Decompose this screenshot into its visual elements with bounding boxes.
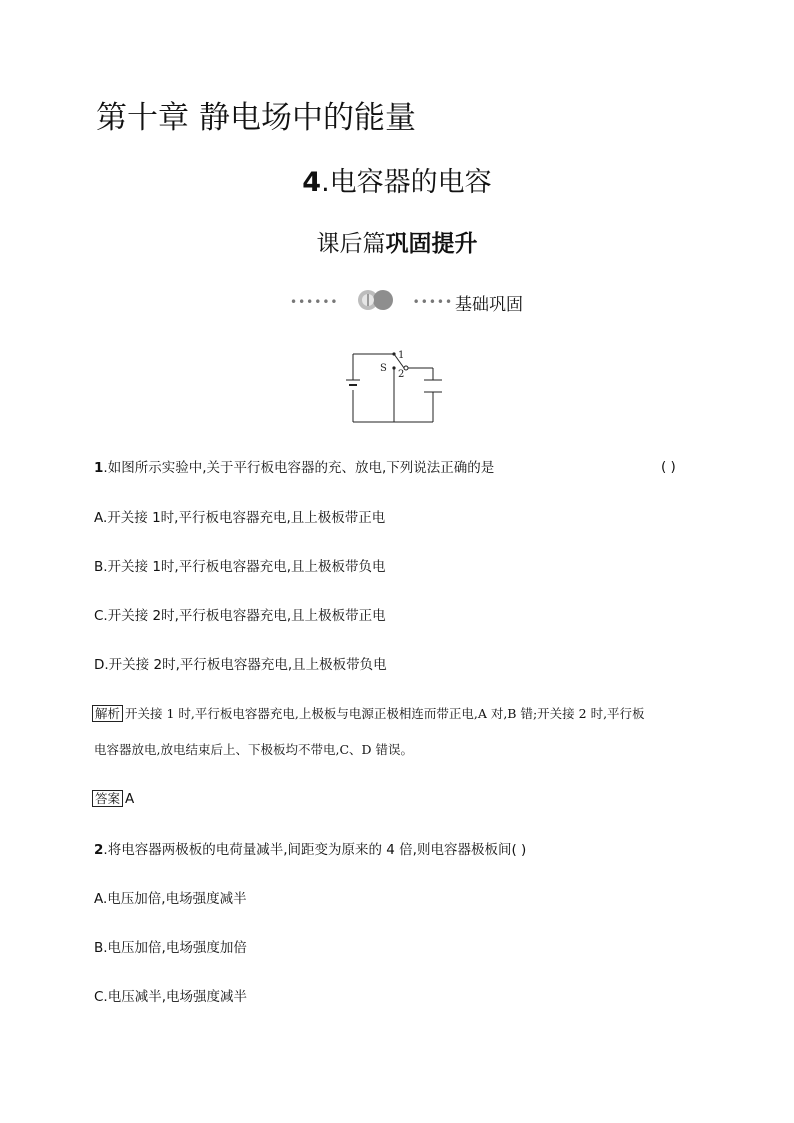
- question-2-option-c: C.电压减半,电场强度减半: [94, 989, 248, 1005]
- section-heading: [0, 229, 794, 259]
- chapter-number: 第十章: [96, 100, 189, 136]
- terminal-2-dot: [392, 366, 395, 369]
- question-1-option-b: B.开关接 1时,平行板电容器充电,且上极板带负电: [94, 559, 386, 575]
- question-1-answer: [92, 790, 134, 808]
- question-1-analysis-line2: 电容器放电,放电结束后上、下极板均不带电,C、D 错误。: [94, 742, 414, 757]
- level-dots-left: ••••••: [290, 295, 339, 309]
- question-2-option-a: A.电压加倍,电场强度减半: [94, 891, 247, 907]
- lesson-title-text: .电容器的电容: [321, 167, 492, 198]
- question-2-text: .将电容器两极板的电荷量减半,间距变为原来的 4 倍,则电容器极板间( ): [103, 842, 527, 858]
- level-dots-right: •••••: [412, 295, 454, 309]
- switch-label: S: [380, 363, 387, 374]
- terminal-2-label: 2: [398, 369, 405, 380]
- section-plain: 课后篇: [316, 231, 386, 257]
- question-2-option-b: B.电压加倍,电场强度加倍: [94, 940, 247, 956]
- question-1-option-c: C.开关接 2时,平行板电容器充电,且上极板带正电: [94, 608, 386, 624]
- terminal-1-label: 1: [398, 350, 405, 361]
- question-1-option-a: A.开关接 1时,平行板电容器充电,且上极板带正电: [94, 510, 386, 526]
- answer-value: A: [125, 791, 135, 807]
- question-1-option-d: D.开关接 2时,平行板电容器充电,且上极板带负电: [94, 657, 387, 673]
- question-2-stem: [94, 841, 526, 859]
- level-badge-icon: [356, 288, 396, 316]
- level-banner: [290, 288, 523, 316]
- question-2-number: 2: [94, 842, 104, 858]
- question-1-analysis-line1: [92, 705, 645, 723]
- chapter-heading: [96, 98, 416, 138]
- level-label: 基础巩固: [455, 294, 524, 315]
- terminal-1-dot: [392, 352, 395, 355]
- section-bold: 巩固提升: [385, 231, 478, 257]
- question-1-answer-blank: ( ): [661, 459, 676, 475]
- circuit-figure: [338, 346, 450, 432]
- answer-tag: 答案: [92, 790, 123, 807]
- question-1-number: 1: [94, 460, 104, 476]
- question-1-stem: [94, 459, 494, 477]
- question-1-text: .如图所示实验中,关于平行板电容器的充、放电,下列说法正确的是: [103, 460, 495, 476]
- lesson-number: 4: [302, 167, 322, 198]
- analysis-text-1: 开关接 1 时,平行板电容器充电,上极板与电源正极相连而带正电,A 对,B 错;开关接 2 时,平行板: [125, 706, 645, 721]
- chapter-title: 静电场中的能量: [199, 100, 416, 136]
- lesson-title: [0, 166, 794, 200]
- analysis-tag: 解析: [92, 705, 123, 722]
